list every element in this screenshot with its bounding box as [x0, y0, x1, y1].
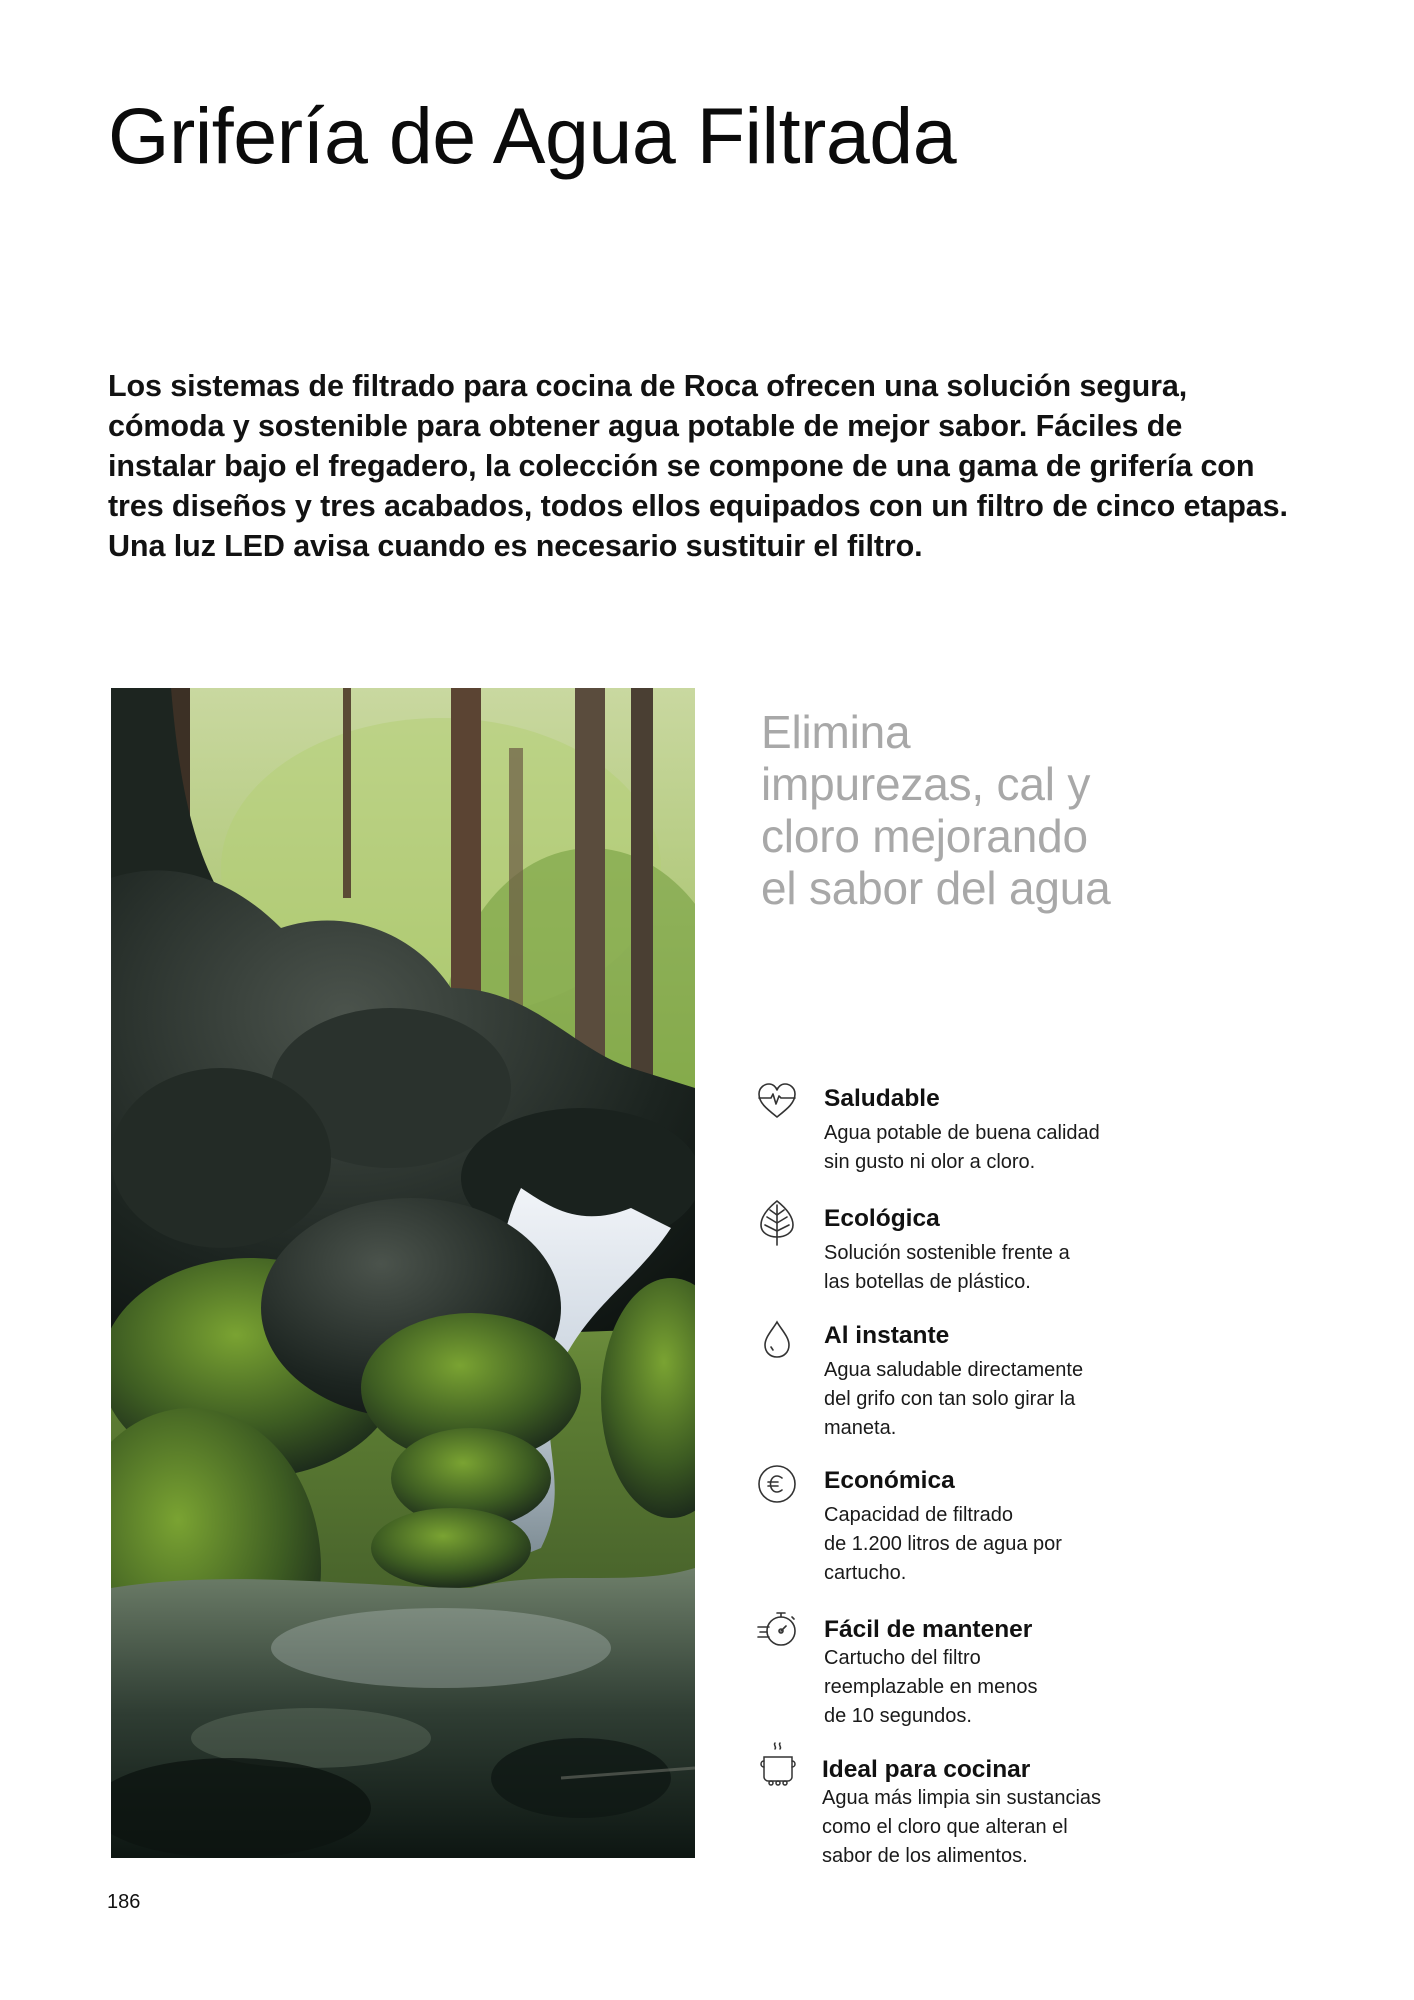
feature-description: [824, 1119, 1100, 1177]
intro-paragraph: [108, 366, 1328, 566]
feature-description: [822, 1784, 1101, 1871]
water-drop-icon: [757, 1319, 797, 1359]
cooking-pot-icon: [757, 1741, 797, 1791]
feature-desc-line: de 10 segundos.: [824, 1705, 972, 1727]
feature-desc-line: del grifo con tan solo girar la: [824, 1388, 1076, 1410]
feature-desc-line: las botellas de plástico.: [824, 1271, 1031, 1293]
headline-line: Elimina: [761, 706, 911, 758]
feature-desc-line: Agua más limpia sin sustancias: [822, 1787, 1102, 1809]
leaf-icon: [757, 1199, 797, 1247]
page-title: Grifería de Agua Filtrada: [108, 91, 957, 180]
stopwatch-icon: [757, 1609, 797, 1649]
intro-line: Una luz LED avisa cuando es necesario sustituir el filtro.: [108, 529, 923, 563]
feature-description: [824, 1239, 1070, 1297]
feature-title: Ecológica: [824, 1205, 940, 1232]
page-number: 186: [107, 1891, 141, 1913]
headline-line: el sabor del agua: [761, 862, 1111, 914]
feature-desc-line: maneta.: [824, 1417, 897, 1439]
photo-illustration: [111, 688, 695, 1858]
feature-desc-line: sabor de los alimentos.: [822, 1845, 1028, 1867]
feature-desc-line: cartucho.: [824, 1562, 907, 1584]
feature-desc-line: Cartucho del filtro: [824, 1647, 981, 1669]
forest-stream-photo: [111, 688, 695, 1858]
feature-title: Económica: [824, 1467, 955, 1494]
feature-desc-line: Agua saludable directamente: [824, 1359, 1084, 1381]
feature-title: Saludable: [824, 1085, 940, 1112]
feature-desc-line: Agua potable de buena calidad: [824, 1122, 1100, 1144]
headline-line: cloro mejorando: [761, 810, 1088, 862]
intro-line: instalar bajo el fregadero, la colección se compone de una gama de grifería con: [108, 449, 1255, 483]
feature-description: [824, 1356, 1083, 1443]
intro-line: tres diseños y tres acabados, todos ellos equipados con un filtro de cinco etapas.: [108, 489, 1288, 523]
headline-line: impurezas, cal y: [761, 758, 1091, 810]
intro-line: Los sistemas de filtrado para cocina de Roca ofrecen una solución segura,: [108, 369, 1188, 403]
feature-headline: [761, 706, 1111, 914]
euro-coin-icon: [757, 1464, 797, 1504]
feature-desc-line: sin gusto ni olor a cloro.: [824, 1151, 1036, 1173]
feature-description: [824, 1501, 1062, 1588]
feature-desc-line: Capacidad de filtrado: [824, 1504, 1014, 1526]
feature-desc-line: Solución sostenible frente a: [824, 1242, 1070, 1264]
feature-description: [824, 1644, 1037, 1731]
feature-title: Ideal para cocinar: [822, 1756, 1031, 1783]
feature-desc-line: de 1.200 litros de agua por: [824, 1533, 1062, 1555]
intro-line: cómoda y sostenible para obtener agua potable de mejor sabor. Fáciles de: [108, 409, 1183, 443]
feature-desc-line: reemplazable en menos: [824, 1676, 1038, 1698]
feature-desc-line: como el cloro que alteran el: [822, 1816, 1068, 1838]
heart-pulse-icon: [757, 1082, 797, 1122]
feature-title: Al instante: [824, 1322, 950, 1349]
feature-title: Fácil de mantener: [824, 1616, 1033, 1643]
